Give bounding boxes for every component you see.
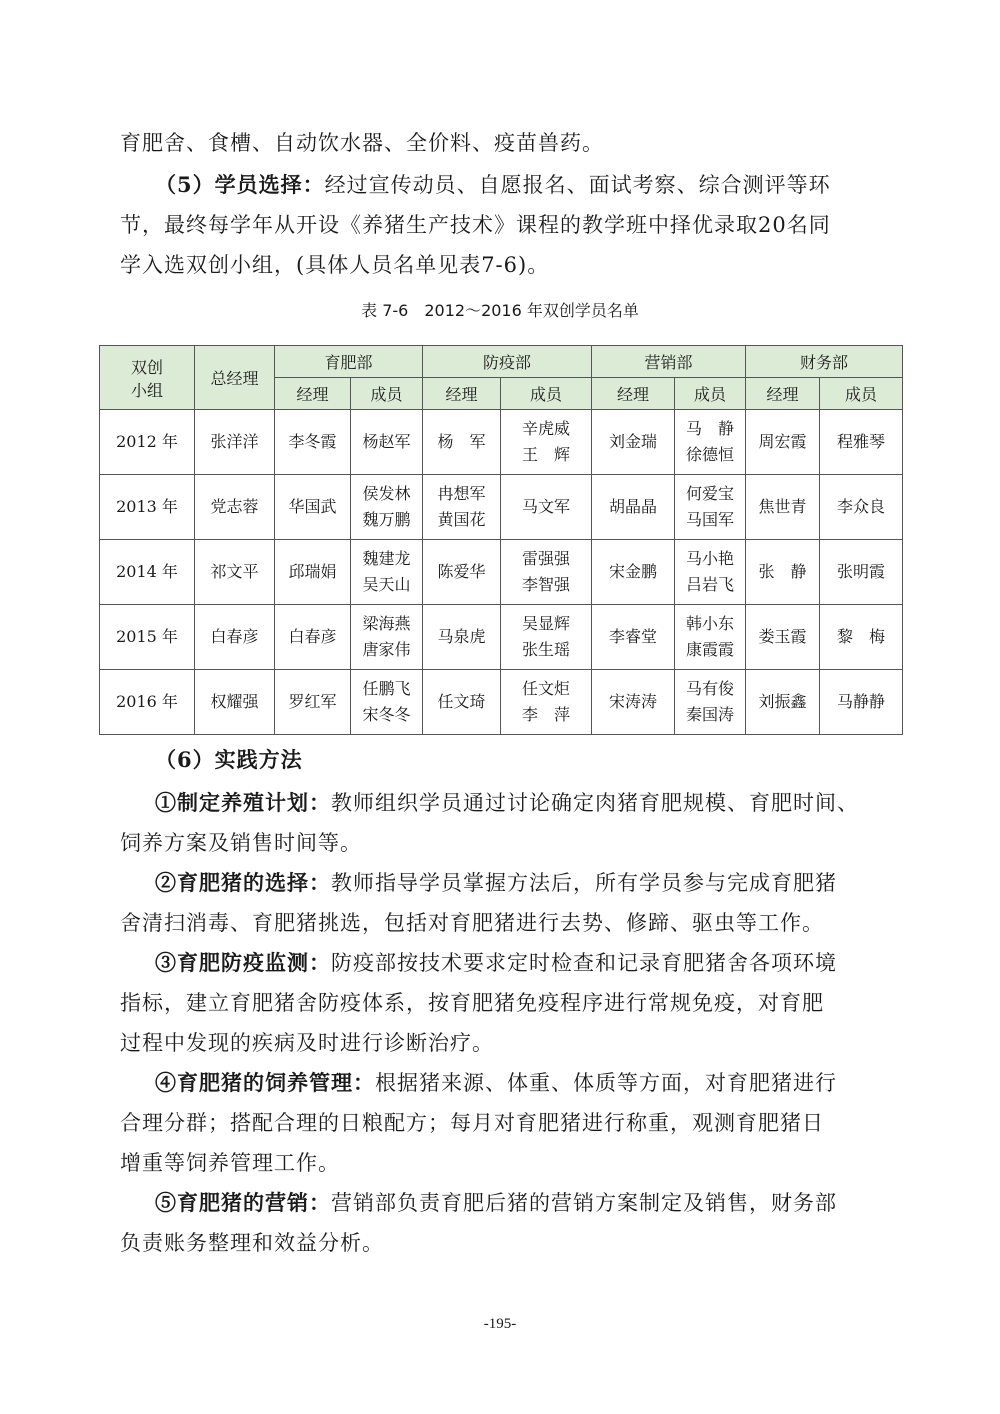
cell: 刘振鑫 <box>746 670 820 735</box>
header-manager: 经理 <box>746 378 820 410</box>
paragraph-line: 节，最终每学年从开设《养猪生产技术》课程的教学班中择优录取20名同 <box>120 213 831 237</box>
step-title: ⑤育肥猪的营销： <box>155 1190 331 1215</box>
paragraph-text: 教师指导学员掌握方法后，所有学员参与完成育肥猪 <box>331 871 837 895</box>
header-dept-marketing: 营销部 <box>592 346 746 378</box>
cell: 马泉虎 <box>423 605 501 670</box>
header-group: 双创 小组 <box>100 346 195 410</box>
paragraph-line: 学入选双创小组，(具体人员名单见表7-6)。 <box>120 253 550 277</box>
header-dept-epidemic: 防疫部 <box>423 346 592 378</box>
step-title: ④育肥猪的饲养管理： <box>155 1070 375 1095</box>
gm-cell: 祁文平 <box>195 540 275 605</box>
cell: 张明霞 <box>820 540 903 605</box>
cell: 冉想军 黄国花 <box>423 475 501 540</box>
cell: 华国武 <box>275 475 351 540</box>
cell: 魏建龙 吴天山 <box>351 540 423 605</box>
cell: 任文炬 李 萍 <box>501 670 592 735</box>
page-number: -195- <box>483 1316 517 1332</box>
paragraph-text: 防疫部按技术要求定时检查和记录育肥猪舍各项环境 <box>331 951 837 975</box>
paragraph-line <box>155 170 885 200</box>
section-title: （6）实践方法 <box>155 747 303 772</box>
cell: 张 静 <box>746 540 820 605</box>
cell: 马有俊 秦国涛 <box>675 670 746 735</box>
year-cell: 2012 年 <box>100 410 195 475</box>
cell: 李睿堂 <box>592 605 675 670</box>
paragraph-line: 增重等饲养管理工作。 <box>120 1151 340 1175</box>
cell: 邱瑞娟 <box>275 540 351 605</box>
table-row <box>100 605 903 670</box>
header-gm: 总经理 <box>195 346 275 410</box>
header-dept-fattening: 育肥部 <box>275 346 423 378</box>
cell: 刘金瑞 <box>592 410 675 475</box>
paragraph-text: 经过宣传动员、自愿报名、面试考察、综合测评等环 <box>324 173 831 197</box>
gm-cell: 权耀强 <box>195 670 275 735</box>
year-cell: 2015 年 <box>100 605 195 670</box>
table-row <box>100 475 903 540</box>
cell: 白春彦 <box>275 605 351 670</box>
paragraph-line: 过程中发现的疾病及时进行诊断治疗。 <box>120 1031 494 1055</box>
paragraph-line: 合理分群；搭配合理的日粮配方；每月对育肥猪进行称重，观测育肥猪日 <box>120 1111 824 1135</box>
paragraph-text: 教师组织学员通过讨论确定肉猪育肥规模、育肥时间、 <box>331 791 859 815</box>
paragraph-line <box>155 788 885 818</box>
paragraph-line: 负责账务整理和效益分析。 <box>120 1231 384 1255</box>
cell: 杨 军 <box>423 410 501 475</box>
cell: 陈爱华 <box>423 540 501 605</box>
cell: 马小艳 吕岩飞 <box>675 540 746 605</box>
table-row <box>100 540 903 605</box>
cell: 杨赵军 <box>351 410 423 475</box>
header-member: 成员 <box>820 378 903 410</box>
cell: 马静静 <box>820 670 903 735</box>
cell: 何爱宝 马国军 <box>675 475 746 540</box>
section-title: （5）学员选择： <box>155 172 325 197</box>
header-manager: 经理 <box>592 378 675 410</box>
paragraph-line: 饲养方案及销售时间等。 <box>120 831 362 855</box>
cell: 马 静 徐德恒 <box>675 410 746 475</box>
gm-cell: 张洋洋 <box>195 410 275 475</box>
header-manager: 经理 <box>423 378 501 410</box>
cell: 周宏霞 <box>746 410 820 475</box>
step-title: ②育肥猪的选择： <box>155 870 331 895</box>
paragraph-line: 育肥舍、食槽、自动饮水器、全价料、疫苗兽药。 <box>120 131 604 155</box>
cell: 胡晶晶 <box>592 475 675 540</box>
header-member: 成员 <box>351 378 423 410</box>
gm-cell: 党志蓉 <box>195 475 275 540</box>
year-cell: 2013 年 <box>100 475 195 540</box>
header-member: 成员 <box>675 378 746 410</box>
cell: 任文琦 <box>423 670 501 735</box>
cell: 李众良 <box>820 475 903 540</box>
cell: 宋涛涛 <box>592 670 675 735</box>
cell: 马文军 <box>501 475 592 540</box>
cell: 程雅琴 <box>820 410 903 475</box>
cell: 辛虎威 王 辉 <box>501 410 592 475</box>
step-title: ①制定养殖计划： <box>155 790 331 815</box>
cell: 罗红军 <box>275 670 351 735</box>
member-roster-table <box>99 345 903 735</box>
paragraph-text: 根据猪来源、体重、体质等方面，对育肥猪进行 <box>375 1071 837 1095</box>
cell: 吴显辉 张生瑶 <box>501 605 592 670</box>
paragraph-text: 营销部负责育肥后猪的营销方案制定及销售，财务部 <box>331 1191 837 1215</box>
step-title: ③育肥防疫监测： <box>155 950 331 975</box>
paragraph-line <box>155 1068 885 1098</box>
year-cell: 2016 年 <box>100 670 195 735</box>
cell: 韩小东 康霞霞 <box>675 605 746 670</box>
cell: 李冬霞 <box>275 410 351 475</box>
header-manager: 经理 <box>275 378 351 410</box>
table-row <box>100 410 903 475</box>
cell: 任鹏飞 宋冬冬 <box>351 670 423 735</box>
table-row <box>100 670 903 735</box>
cell: 焦世青 <box>746 475 820 540</box>
table-caption: 表 7-6 2012～2016 年双创学员名单 <box>361 301 639 320</box>
cell: 宋金鹏 <box>592 540 675 605</box>
cell: 雷强强 李智强 <box>501 540 592 605</box>
paragraph-line <box>155 948 885 978</box>
paragraph-line <box>155 1188 885 1218</box>
paragraph-line <box>155 868 885 898</box>
gm-cell: 白春彦 <box>195 605 275 670</box>
paragraph-line: 舍清扫消毒、育肥猪挑选，包括对育肥猪进行去势、修蹄、驱虫等工作。 <box>120 911 824 935</box>
cell: 黎 梅 <box>820 605 903 670</box>
cell: 侯发林 魏万鹏 <box>351 475 423 540</box>
paragraph-line: 指标，建立育肥猪舍防疫体系，按育肥猪免疫程序进行常规免疫，对育肥 <box>120 991 824 1015</box>
cell: 梁海燕 唐家伟 <box>351 605 423 670</box>
header-member: 成员 <box>501 378 592 410</box>
header-dept-finance: 财务部 <box>746 346 903 378</box>
cell: 娄玉霞 <box>746 605 820 670</box>
year-cell: 2014 年 <box>100 540 195 605</box>
